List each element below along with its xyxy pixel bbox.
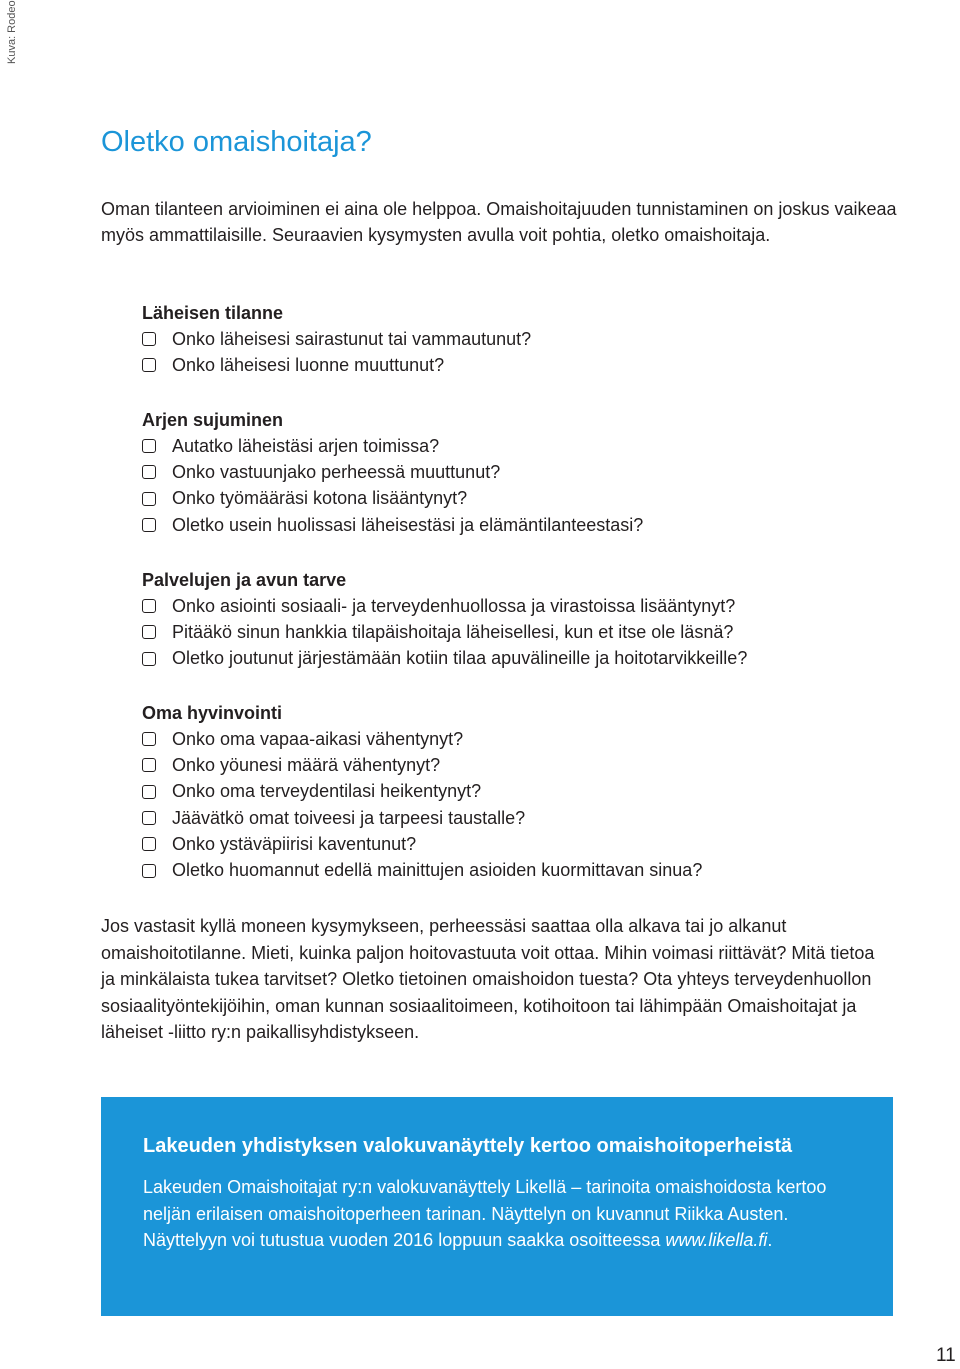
checkbox-icon[interactable] [142, 358, 156, 372]
checklist-item [142, 752, 702, 778]
page-number: 11 [936, 1345, 956, 1366]
section-heading: Läheisen tilanne [142, 303, 284, 323]
checklist-item-label: Pitääkö sinun hankkia tilapäishoitaja läheisellesi, kun et itse ole läsnä? [172, 621, 734, 642]
info-box-text: Lakeuden Omaishoitajat ry:n valokuvanäyttely Likellä – tarinoita omaishoidosta kertoo neljän erilaisen omaishoitoperheen tarinan. Näyttelyn on kuvannut Riikka Austen. Näyttelyyn voi tutustua vuoden 2016 loppuun saakka osoitteessa [143, 1177, 827, 1251]
checklist-item-label: Onko ystäväpiirisi kaventunut? [172, 833, 417, 854]
checklist-item-label: Onko vastuunjako perheessä muuttunut? [172, 461, 501, 482]
checklist-item-label: Onko oma terveydentilasi heikentynyt? [172, 781, 482, 802]
checklist-item-label: Autatko läheistäsi arjen toimissa? [172, 435, 440, 456]
checklist-item [142, 326, 531, 352]
checklist-item [142, 831, 702, 857]
checklist-item [142, 805, 702, 831]
checklist-item [142, 512, 643, 538]
checkbox-icon[interactable] [142, 758, 156, 772]
checkbox-icon[interactable] [142, 811, 156, 825]
checklist-item [142, 646, 747, 672]
checklist-item [142, 726, 702, 752]
section-arjen-sujuminen [142, 407, 643, 538]
page-title: Oletko omaishoitaja? [101, 126, 372, 158]
checklist-item-label: Onko läheisesi luonne muuttunut? [172, 354, 445, 375]
checklist-item [142, 593, 747, 619]
checkbox-icon[interactable] [142, 439, 156, 453]
checklist-item [142, 619, 747, 645]
checklist [142, 326, 531, 379]
checkbox-icon[interactable] [142, 837, 156, 851]
checklist-item [142, 486, 643, 512]
checklist [142, 726, 702, 884]
section-heading: Palvelujen ja avun tarve [142, 570, 347, 590]
info-box-body [143, 1174, 843, 1254]
section-oma-hyvinvointi [142, 700, 702, 884]
section-laheisen-tilanne [142, 300, 531, 379]
checklist-item-label: Onko yöunesi määrä vähentynyt? [172, 754, 441, 775]
checklist-item [142, 459, 643, 485]
info-box [101, 1097, 893, 1316]
checklist-item-label: Oletko joutunut järjestämään kotiin tilaa apuvälineille ja hoitotarvikkeille? [172, 648, 748, 669]
checkbox-icon[interactable] [142, 652, 156, 666]
checkbox-icon[interactable] [142, 599, 156, 613]
section-heading: Arjen sujuminen [142, 410, 284, 430]
checklist-item [142, 779, 702, 805]
photo-credit: Kuva: Rodeo [6, 0, 18, 64]
checkbox-icon[interactable] [142, 625, 156, 639]
checkbox-icon[interactable] [142, 465, 156, 479]
checklist-item-label: Jäävätkö omat toiveesi ja tarpeesi taustalle? [172, 807, 526, 828]
checklist-item-label: Onko oma vapaa-aikasi vähentynyt? [172, 728, 464, 749]
checkbox-icon[interactable] [142, 492, 156, 506]
intro-paragraph: Oman tilanteen arvioiminen ei aina ole helppoa. Omaishoitajuuden tunnistaminen on joskus vaikeaa myös ammattilaisille. Seuraavien kysymysten avulla voit pohtia, oletko omaishoitaja. [101, 199, 897, 245]
checklist-item [142, 433, 643, 459]
checkbox-icon[interactable] [142, 332, 156, 346]
checklist-item-label: Oletko usein huolissasi läheisestäsi ja elämäntilanteestasi? [172, 514, 644, 535]
checkbox-icon[interactable] [142, 518, 156, 532]
checklist [142, 433, 643, 538]
section-palvelujen-ja-avun-tarve [142, 567, 747, 672]
checkbox-icon[interactable] [142, 785, 156, 799]
checklist-item-label: Onko työmääräsi kotona lisääntynyt? [172, 488, 468, 509]
checklist-item-label: Onko asiointi sosiaali- ja terveydenhuollossa ja virastoissa lisääntynyt? [172, 595, 736, 616]
section-heading: Oma hyvinvointi [142, 703, 283, 723]
outro-paragraph: Jos vastasit kyllä moneen kysymykseen, perheessäsi saattaa olla alkava tai jo alkanut omaishoitotilanne. Mieti, kuinka paljon hoitovastuuta voit ottaa. Mihin voimasi riittävät? Mitä tietoa ja minkälaista tukea tarvitset? Oletko tietoinen omaishoidon tuesta? Ota yhteys terveydenhuollon sosiaalityöntekijöihin, oman kunnan sosiaalitoimeen, kotihoitoon tai lähimpään Omaishoitajat ja läheiset -liitto ry:n paikallisyhdistykseen. [101, 916, 875, 1043]
checklist-item-label: Onko läheisesi sairastunut tai vammautunut? [172, 328, 532, 349]
checklist [142, 593, 747, 672]
checklist-item [142, 352, 531, 378]
checkbox-icon[interactable] [142, 864, 156, 878]
checklist-item-label: Oletko huomannut edellä mainittujen asioiden kuormittavan sinua? [172, 860, 703, 881]
info-box-link-suffix: . [767, 1230, 773, 1251]
checkbox-icon[interactable] [142, 732, 156, 746]
likella-link[interactable]: www.likella.fi [665, 1230, 768, 1251]
checklist-item [142, 857, 702, 883]
info-box-title: Lakeuden yhdistyksen valokuvanäyttely kertoo omaishoitoperheistä [143, 1135, 793, 1157]
